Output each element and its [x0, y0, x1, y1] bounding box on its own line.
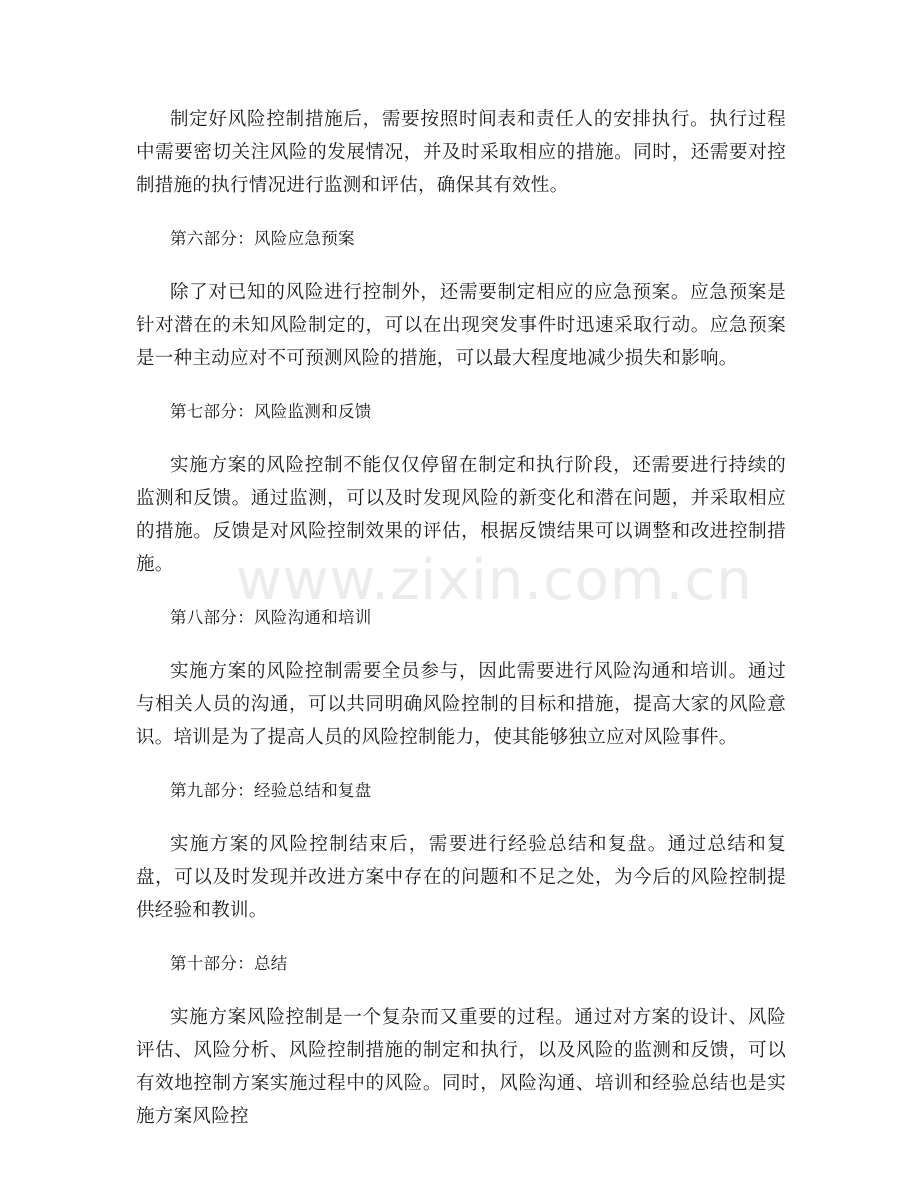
section-heading-9: 第九部分：经验总结和复盘 — [170, 781, 372, 800]
paragraph-summary: 实施方案风险控制是一个复杂而又重要的过程。通过对方案的设计、风险评估、风险分析、风险控制措施的制定和执行，以及风险的监测和反馈，可以有效地控制方案实施过程中的风险。同时，风险沟通、培训和经验总结也是实施方案风险控 — [136, 1007, 786, 1127]
paragraph-emergency-plan: 除了对已知的风险进行控制外，还需要制定相应的应急预案。应急预案是针对潜在的未知风险制定的，可以在出现突发事件时迅速采取行动。应急预案是一种主动应对不可预测风险的措施，可以最大程度地减少损失和影响。 — [136, 282, 786, 369]
paragraph-control-execution: 制定好风险控制措施后，需要按照时间表和责任人的安排执行。执行过程中需要密切关注风险的发展情况，并及时采取相应的措施。同时，还需要对控制措施的执行情况进行监测和评估，确保其有效性。 — [136, 109, 786, 196]
document-body — [136, 103, 786, 1155]
section-heading-7: 第七部分：风险监测和反馈 — [170, 402, 372, 421]
paragraph-experience-review: 实施方案的风险控制结束后，需要进行经验总结和复盘。通过总结和复盘，可以及时发现并改进方案中存在的问题和不足之处，为今后的风险控制提供经验和教训。 — [136, 834, 786, 921]
section-heading-8: 第八部分：风险沟通和培训 — [170, 608, 372, 627]
watermark: www.zixin.com.cn — [236, 548, 753, 613]
paragraph-communication-training: 实施方案的风险控制需要全员参与，因此需要进行风险沟通和培训。通过与相关人员的沟通，可以共同明确风险控制的目标和措施，提高大家的风险意识。培训是为了提高人员的风险控制能力，使其能够独立应对风险事件。 — [136, 661, 786, 748]
paragraph-monitoring-feedback: 实施方案的风险控制不能仅仅停留在制定和执行阶段，还需要进行持续的监测和反馈。通过监测，可以及时发现风险的新变化和潜在问题，并采取相应的措施。反馈是对风险控制效果的评估，根据反馈结果可以调整和改进控制措施。 — [136, 455, 786, 575]
section-heading-10: 第十部分：总结 — [170, 954, 288, 973]
section-heading-6: 第六部分：风险应急预案 — [170, 229, 355, 248]
